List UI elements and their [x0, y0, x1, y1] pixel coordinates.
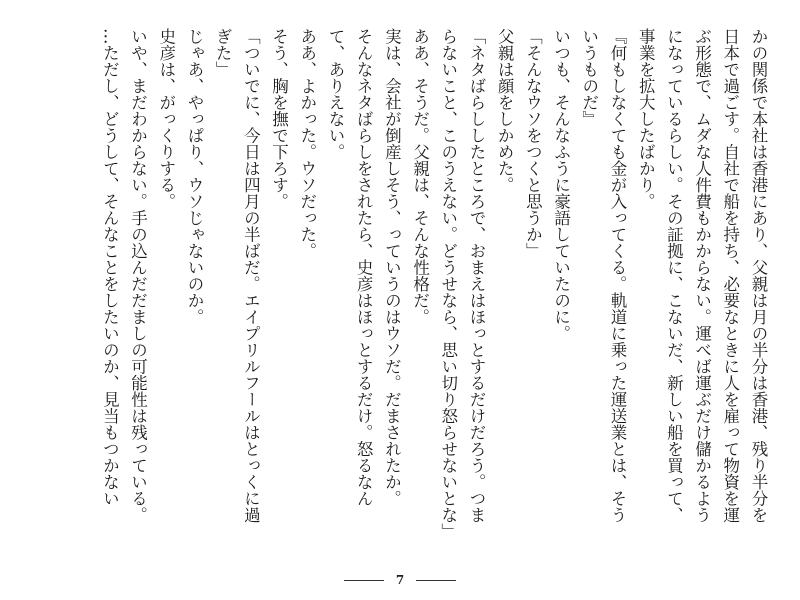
- text-line-8: いつも、そんなふうに豪語していたのに。: [551, 28, 571, 342]
- text-line-14: 実は、会社が倒産しそう、っていうのはウソだ。だまされたか。: [382, 28, 402, 507]
- text-line-6: 『何もしなくても金が入ってくる。軌道に乗った運送業とは、そう: [607, 28, 627, 523]
- vertical-text-body: [28, 28, 772, 553]
- text-line-12: らないこと、このうえない。どうせなら、思い切り怒らせないとな」: [438, 28, 458, 540]
- text-line-7: いうものだ』: [579, 28, 599, 127]
- footer-rule-left: [344, 580, 384, 581]
- text-line-10: 父親は顔をしかめた。: [495, 28, 515, 193]
- text-line-1: かの関係で本社は香港にあり、父親は月の半分は香港、残り半分を: [749, 28, 768, 523]
- footer-rule-right: [416, 580, 456, 581]
- text-line-23: いや、まだわからない。手の込んだだましの可能性は残っている。: [128, 28, 148, 523]
- text-line-19: 「ついでに、今日は四月の半ばだ。エイプリルフールはとっくに過: [241, 28, 261, 523]
- text-line-20: ぎた」: [213, 28, 233, 78]
- text-line-9: 「そんなウソをつくと思うか」: [523, 28, 543, 259]
- text-line-21: じゃあ、やっぱり、ウソじゃないのか。: [184, 28, 204, 325]
- text-line-24: …ただし、どうして、そんなことをしたいのか、見当もつかない: [100, 28, 120, 507]
- text-line-18: そう、胸を撫で下ろす。: [269, 28, 289, 210]
- text-line-2: 日本で過ごす。自社で船を持ち、必要なときに人を雇って物資を運: [720, 28, 740, 523]
- text-line-22: 史彦は、がっくりする。: [156, 28, 176, 210]
- page-footer: [0, 570, 800, 590]
- text-line-11: 「ネタばらししたところで、おまえはほっとするだけだろう。つま: [466, 28, 486, 523]
- text-line-5: 事業を拡大したばかり。: [636, 28, 656, 210]
- text-line-13: ああ、そうだ。父親は、そんな性格だ。: [410, 28, 430, 325]
- text-line-17: ああ、よかった。ウソだった。: [297, 28, 317, 259]
- text-line-3: ぶ形態で、ムダな人件費もかからない。運べば運ぶだけ儲かるよう: [692, 28, 712, 523]
- text-line-4: になっているらしい。その証拠に、こないだ、新しい船を買って、: [664, 28, 684, 523]
- page-number: 7: [395, 573, 405, 587]
- text-line-16: て、ありえない。: [325, 28, 345, 160]
- text-line-15: そんなネタばらしをされたら、史彦はほっとするだけ。怒るなん: [354, 28, 374, 507]
